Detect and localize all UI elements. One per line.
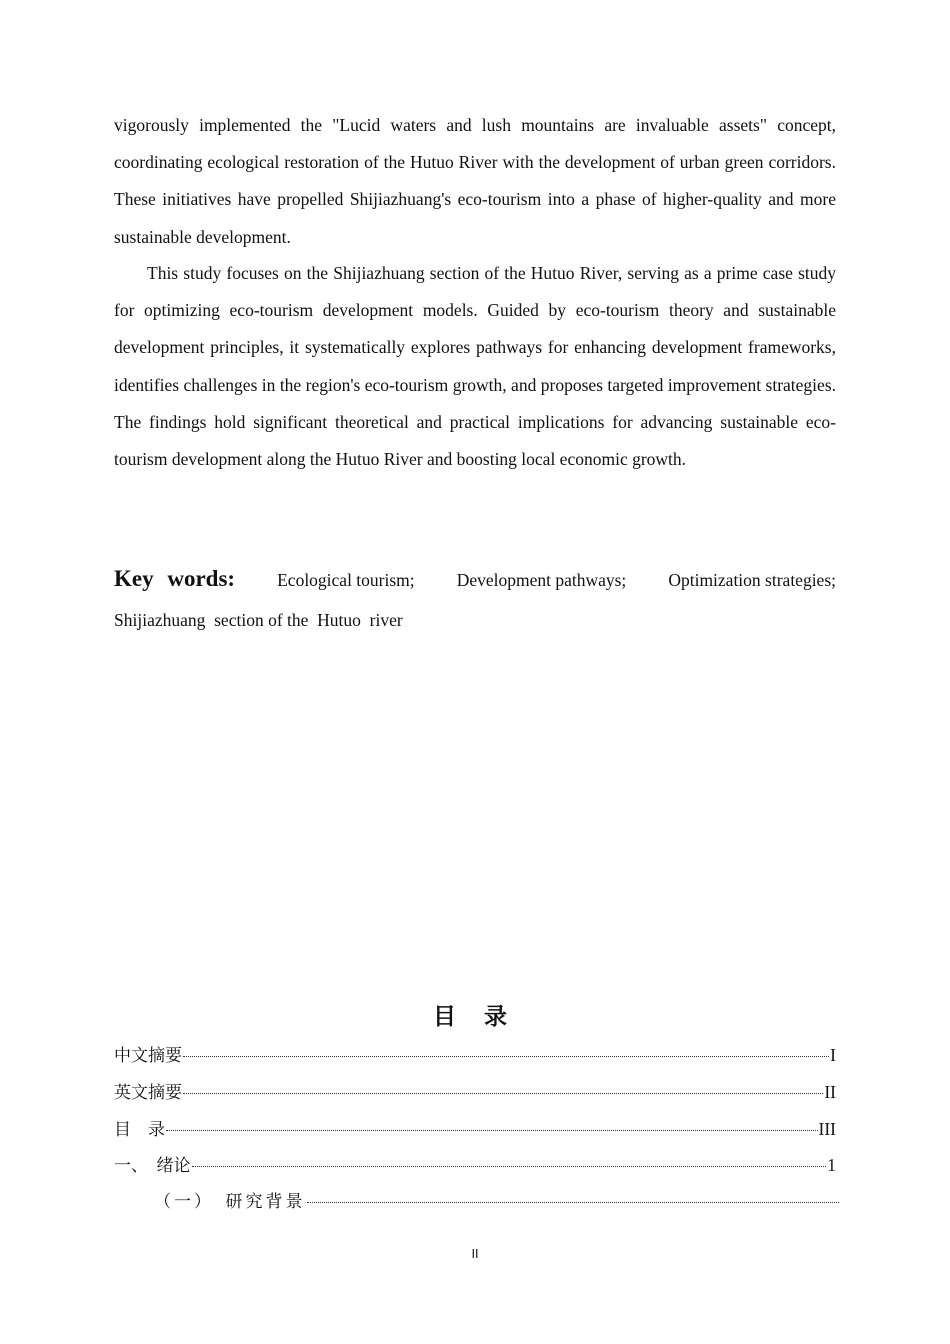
toc-entry-label: 一、 绪论 <box>114 1156 191 1176</box>
keywords-label: Key words: <box>114 566 236 591</box>
keywords-section <box>114 566 836 631</box>
toc-entry[interactable] <box>114 1115 836 1139</box>
toc-entry-page: 1 <box>827 1155 836 1175</box>
toc-leader-dots <box>183 1056 829 1057</box>
toc-entry-page: I <box>830 1045 836 1065</box>
abstract-paragraph-1: vigorously implemented the "Lucid waters and lush mountains are invaluable assets" concept, coordinating ecological restoration of the Hutuo River with the development of urban green corridors. These initiatives have propelled Shijiazhuang's eco-tourism into a phase of higher-quality and more sustainable development. <box>114 115 836 247</box>
toc-entry-page: II <box>824 1082 836 1102</box>
toc-entry[interactable] <box>114 1151 836 1175</box>
keyword-term: Optimization strategies; <box>668 570 836 590</box>
page-number: II <box>471 1247 479 1261</box>
toc-entry[interactable] <box>154 1187 840 1211</box>
keyword-term: Shijiazhuang section of the Hutuo river <box>114 610 403 630</box>
keyword-term: Ecological tourism; <box>277 570 415 590</box>
toc-title: 目 录 <box>432 1004 517 1030</box>
toc-leader-dots <box>307 1202 840 1203</box>
toc-entry-label: （一） 研究背景 <box>154 1192 306 1212</box>
toc-entry-label: 中文摘要 <box>114 1046 182 1066</box>
toc-leader-dots <box>166 1130 818 1131</box>
toc-entry[interactable] <box>114 1041 836 1065</box>
keywords-line <box>114 566 836 592</box>
toc-entry-label: 目 录 <box>114 1120 165 1140</box>
toc-entry[interactable] <box>114 1078 836 1102</box>
toc-entry-label: 英文摘要 <box>114 1083 182 1103</box>
keyword-term: Development pathways; <box>456 570 627 590</box>
abstract-paragraph-2: This study focuses on the Shijiazhuang section of the Hutuo River, serving as a prime case study for optimizing eco-tourism development models. Guided by eco-tourism theory and sustainable development principles, it systematically explores pathways for enhancing development frameworks, identifies challenges in the region's eco-tourism growth, and proposes targeted improvement strategies. The findings hold significant theoretical and practical implications for advancing sustainable eco-tourism development along the Hutuo River and boosting local economic growth. <box>114 263 836 470</box>
toc-entry-page: III <box>818 1119 836 1139</box>
toc-leader-dots <box>192 1166 827 1167</box>
toc-leader-dots <box>183 1093 823 1094</box>
